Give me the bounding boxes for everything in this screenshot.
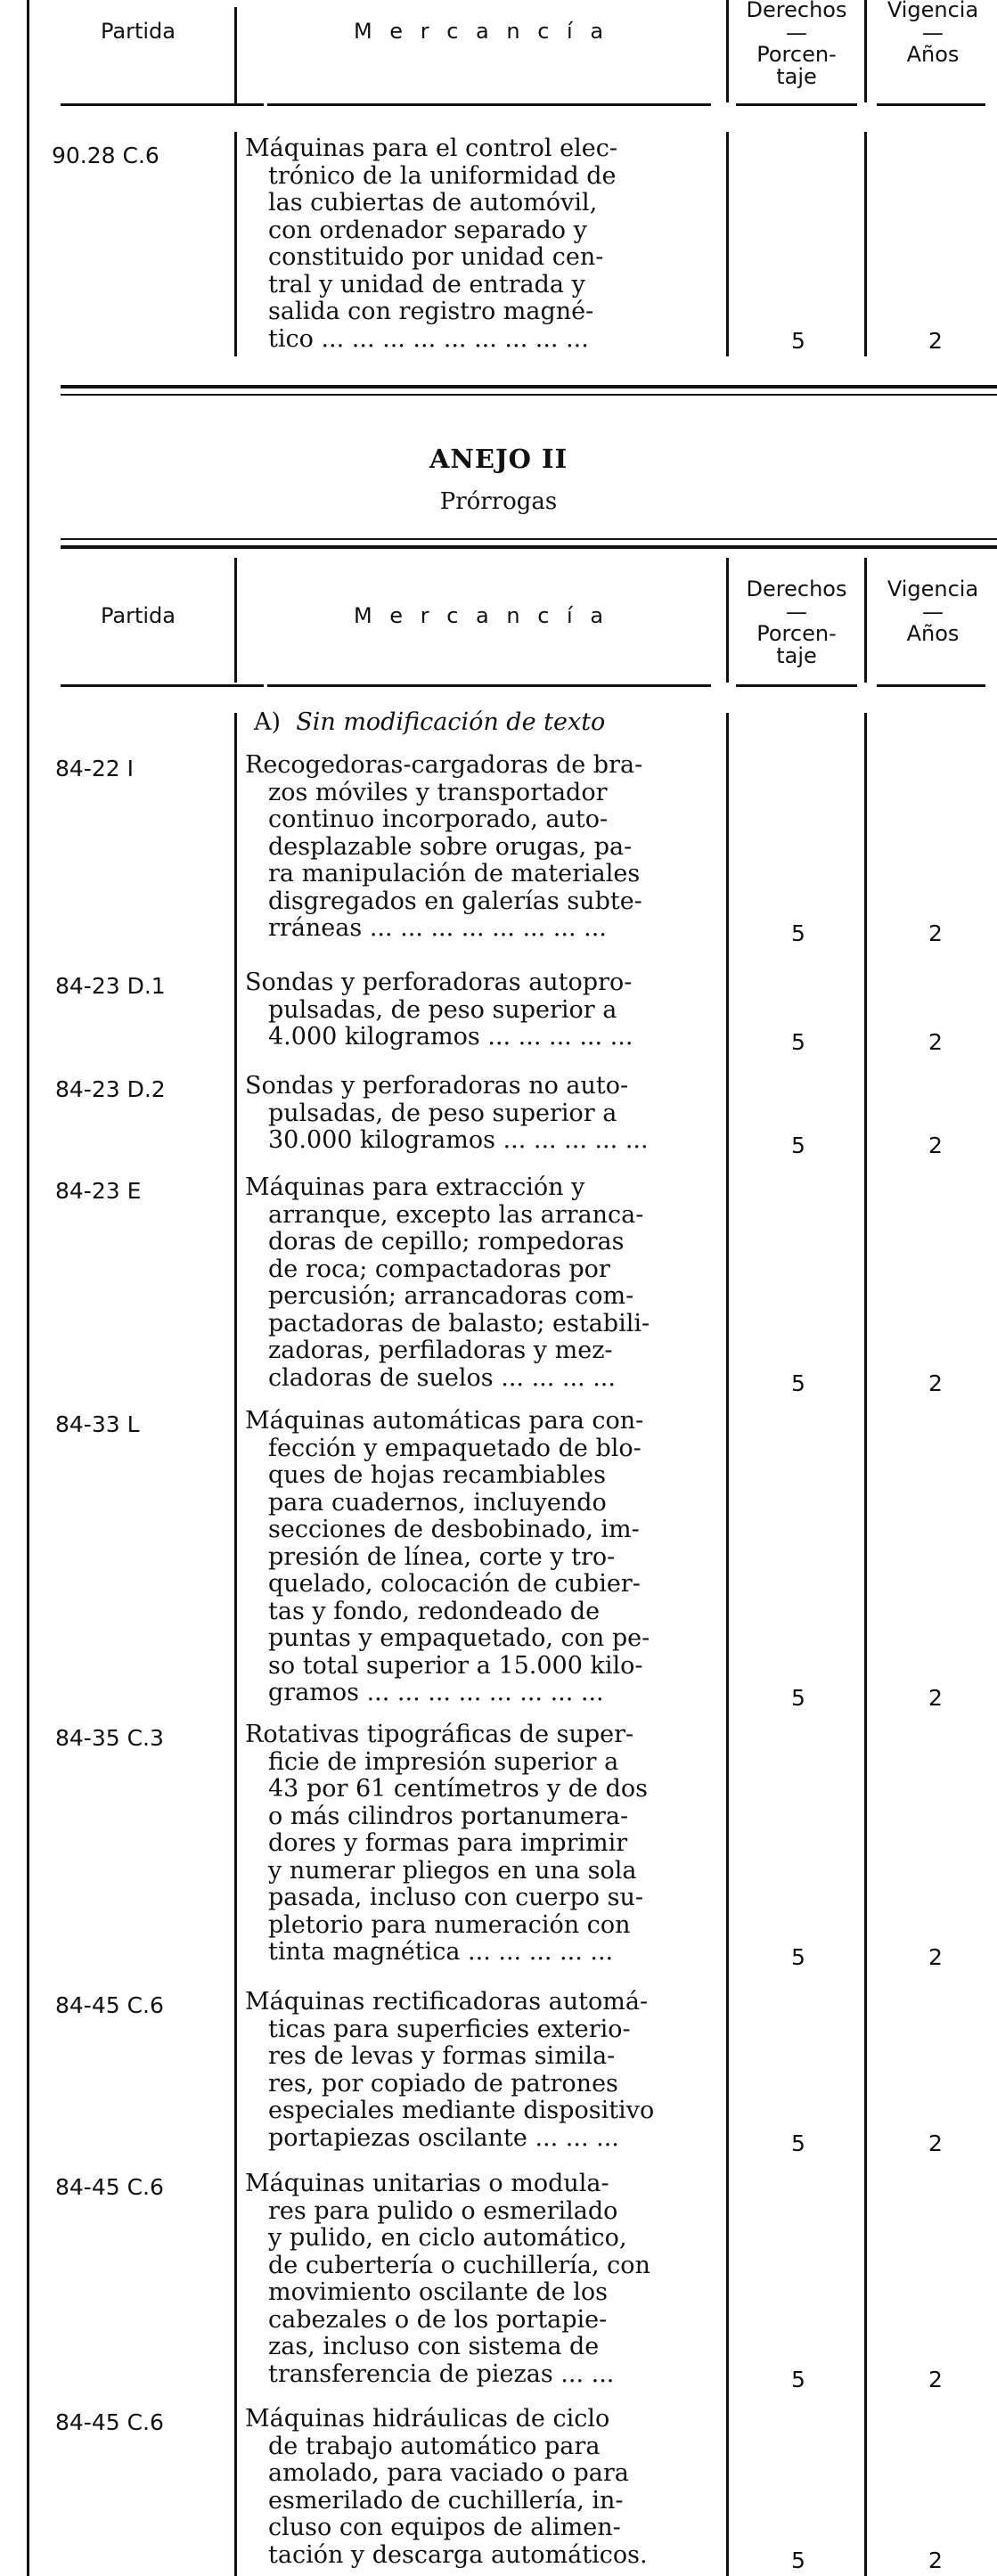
t2-header-vigencia [869,576,997,645]
porcentaje-label-1: Porcen- [756,621,837,646]
derechos-dash: — [786,600,807,625]
desc-line: percusión; arrancadoras com- [268,1282,634,1310]
desc-line: pactadoras de balasto; estabili- [268,1309,650,1337]
desc-line: transferencia de piezas ... ... [268,2359,615,2388]
row-code: 84-45 C.6 [55,1992,164,2018]
desc-line: doras de cepillo; rompedoras [268,1228,625,1255]
row-description [245,2171,715,2388]
desc-line: para cuadernos, incluyendo [268,1488,607,1517]
t2-header-mercancia: M e r c a n c í a [353,603,609,628]
t2-body-divider-3 [864,713,867,2576]
t1-col-divider-2 [726,0,729,102]
row-anos: 2 [928,1133,943,1158]
row-description [245,1408,715,1707]
vigencia-label: Vigencia [887,0,979,22]
derechos-dash: — [786,20,807,45]
desc-line: zos móviles y transportador [268,778,608,806]
t1-body-divider-3 [864,132,867,356]
desc-line: 30.000 kilogramos ... ... ... ... ... [268,1126,649,1154]
row-porcentaje: 5 [791,1685,805,1711]
t1-col-divider-3 [864,0,867,102]
t1-header-vigencia [869,0,997,66]
desc-line: Sondas y perforadoras no auto- [245,1072,629,1100]
desc-line: continuo incorporado, auto- [268,806,609,833]
desc-line: Sondas y perforadoras autopro- [245,969,633,996]
desc-line: y pulido, en ciclo automático, [268,2224,627,2252]
desc-line: pletorio para numeración con [268,1910,631,1939]
desc-line: Máquinas para el control elec- [245,135,617,162]
row-anos: 2 [928,2547,943,2573]
desc-line: cluso con equipos de alimen- [268,2514,621,2541]
t1-header-partida: Partida [101,19,176,44]
desc-line: Máquinas hidráulicas de ciclo [245,2405,610,2433]
desc-line: Máquinas unitarias o modula- [245,2170,609,2197]
row-code: 84-45 C.6 [55,2409,164,2435]
anos-label: Años [906,42,960,67]
desc-line: tas y fondo, redondeado de [268,1597,601,1625]
desc-line: Rotativas tipográficas de super- [245,1721,634,1748]
desc-line: tral y unidad de entrada y [268,270,585,298]
porcentaje-label-2: taje [776,64,817,89]
t1-header-underline-b [267,103,711,106]
t1-body-divider-2 [726,132,729,356]
t1-row-anos: 2 [928,328,943,354]
row-description [245,1073,715,1155]
row-code: 84-22 I [55,756,134,781]
porcentaje-label-2: taje [776,643,817,668]
row-porcentaje: 5 [791,2547,805,2573]
desc-line: de trabajo automático para [268,2432,601,2460]
desc-line: rráneas ... ... ... ... ... ... ... ... [268,914,607,942]
desc-line: las cubiertas de automóvil, [268,189,598,217]
t1-row-description [245,135,715,353]
desc-line: dores y formas para imprimir [268,1829,628,1857]
desc-line: salida con registro magné- [268,298,594,325]
t1-header-derechos [731,0,862,87]
desc-line: so total superior a 15.000 kilo- [268,1651,643,1680]
anos-label: Años [906,621,960,646]
desc-line: zas, incluso con sistema de [268,2333,600,2360]
desc-line: ra manipulación de materiales [268,860,641,887]
section-title: Sin modificación de texto [296,708,606,736]
desc-line: portapiezas oscilante ... ... ... [268,2123,619,2152]
desc-line: trónico de la uniformidad de [268,161,617,190]
desc-line: o más cilindros portanumera- [268,1802,629,1830]
desc-line: amolado, para vaciado o para [268,2459,629,2487]
desc-line: quelado, colocación de cubier- [268,1570,641,1598]
t2-header-partida: Partida [101,603,176,628]
t2-header-underline-d [877,684,985,687]
row-description [245,1721,715,1967]
t2-body-divider-1 [234,713,237,2576]
row-porcentaje: 5 [791,2366,805,2392]
t2-header-divider-2 [726,558,729,683]
desc-line: de cubertería o cuchillería, con [268,2251,650,2279]
desc-line: constituido por unidad cen- [268,243,604,271]
desc-line: ficie de impresión superior a [268,1747,619,1776]
t2-header-divider-1 [234,558,237,683]
t2-header-divider-3 [864,558,867,683]
t1-header-mercancia: M e r c a n c í a [353,19,609,44]
desc-line: cladoras de suelos ... ... ... ... [268,1363,616,1392]
t1-row-code: 90.28 C.6 [52,143,159,168]
row-porcentaje: 5 [791,1133,805,1158]
desc-line: 43 por 61 centímetros y de dos [268,1775,648,1803]
desc-line: 4.000 kilogramos ... ... ... ... ... [268,1023,633,1051]
vigencia-dash: — [922,20,944,45]
desc-line: ticas para superficies exterio- [268,2015,631,2043]
row-code: 84-33 L [55,1411,140,1437]
section-heading [254,709,717,737]
row-anos: 2 [928,920,943,946]
row-porcentaje: 5 [791,920,805,946]
desc-line: de roca; compactadoras por [268,1255,610,1283]
row-anos: 2 [928,1944,943,1970]
t1-row-porcentaje: 5 [791,328,805,354]
annex-subtitle: Prórrogas [439,488,558,515]
desc-line: res para pulido o esmerilado [268,2196,618,2225]
section-letter: A) [254,708,282,736]
desc-line: secciones de desbobinado, im- [268,1516,640,1543]
t2-header-underline-a [61,684,264,687]
desc-line: pasada, incluso con cuerpo su- [268,1884,643,1911]
porcentaje-label-1: Porcen- [756,42,837,67]
t2-top-rule-b [61,545,997,549]
t1-body-divider-1 [234,132,237,356]
desc-line: res de levas y formas simila- [268,2042,616,2070]
desc-line: y numerar pliegos en una sola [268,1856,637,1885]
desc-line: tinta magnética ... ... ... ... ... [268,1938,614,1966]
row-anos: 2 [928,1370,943,1396]
row-porcentaje: 5 [791,1944,805,1970]
vigencia-dash: — [922,600,944,625]
row-anos: 2 [928,1029,943,1055]
desc-line: Máquinas para extracción y [245,1174,585,1201]
t1-header-underline-c [736,103,857,106]
row-description [245,2406,715,2569]
desc-line: con ordenador separado y [268,216,587,244]
vigencia-label: Vigencia [887,577,979,601]
t2-header-underline-c [736,684,857,687]
desc-line: zadoras, perfiladoras y mez- [268,1337,613,1364]
row-porcentaje: 5 [791,1029,805,1055]
section-rule-bottom [61,394,997,396]
t1-header-underline-d [877,103,985,106]
desc-line: arranque, excepto las arranca- [268,1200,644,1229]
derechos-label: Derechos [746,0,847,22]
desc-line: res, por copiado de patrones [268,2069,618,2098]
desc-line: disgregados en galerías subte- [268,887,642,915]
row-description [245,1174,715,1392]
row-code: 84-23 D.1 [55,973,166,999]
t2-header-derechos [731,576,862,666]
desc-line: pulsadas, de peso superior a [268,995,617,1024]
desc-line: desplazable sobre orugas, pa- [268,832,633,861]
desc-line: especiales mediante dispositivo [268,2097,655,2124]
desc-line: presión de línea, corte y tro- [268,1542,616,1571]
desc-line: ques de hojas recambiables [268,1461,606,1489]
t1-header-underline-a [61,103,264,106]
row-porcentaje: 5 [791,2130,805,2156]
desc-line: cabezales o de los portapie- [268,2305,608,2334]
row-code: 84-23 E [55,1178,142,1204]
row-porcentaje: 5 [791,1370,805,1396]
t2-body-divider-2 [726,713,729,2576]
annex-title: ANEJO II [429,444,568,474]
row-description [245,969,715,1051]
desc-line: Máquinas automáticas para con- [245,1407,644,1435]
row-description [245,752,715,943]
t2-header-underline-b [267,684,711,687]
desc-line: gramos ... ... ... ... ... ... ... ... [268,1679,604,1706]
desc-line: Recogedoras-cargadoras de bra- [245,751,643,779]
row-description [245,1989,715,2152]
desc-line: fección y empaquetado de blo- [268,1434,642,1462]
row-code: 84-45 C.6 [55,2174,164,2200]
row-anos: 2 [928,2130,943,2156]
desc-line: tico ... ... ... ... ... ... ... ... ... [268,324,589,353]
derechos-label: Derechos [746,577,847,601]
row-code: 84-23 D.2 [55,1076,166,1102]
row-anos: 2 [928,1685,943,1711]
desc-line: puntas y empaquetado, con pe- [268,1624,650,1652]
desc-line: esmerilado de cuchillería, in- [268,2486,624,2515]
row-anos: 2 [928,2366,943,2392]
desc-line: Máquinas rectificadoras automá- [245,1988,649,2016]
row-code: 84-35 C.3 [55,1725,164,1751]
t2-top-rule-a [61,538,997,540]
desc-line: movimiento oscilante de los [268,2278,609,2306]
page-left-border [27,0,29,2576]
desc-line: pulsadas, de peso superior a [268,1099,617,1127]
desc-line: tación y descarga automáticos. [268,2540,648,2569]
t1-col-divider-1 [234,7,237,105]
section-rule-top [61,385,997,388]
